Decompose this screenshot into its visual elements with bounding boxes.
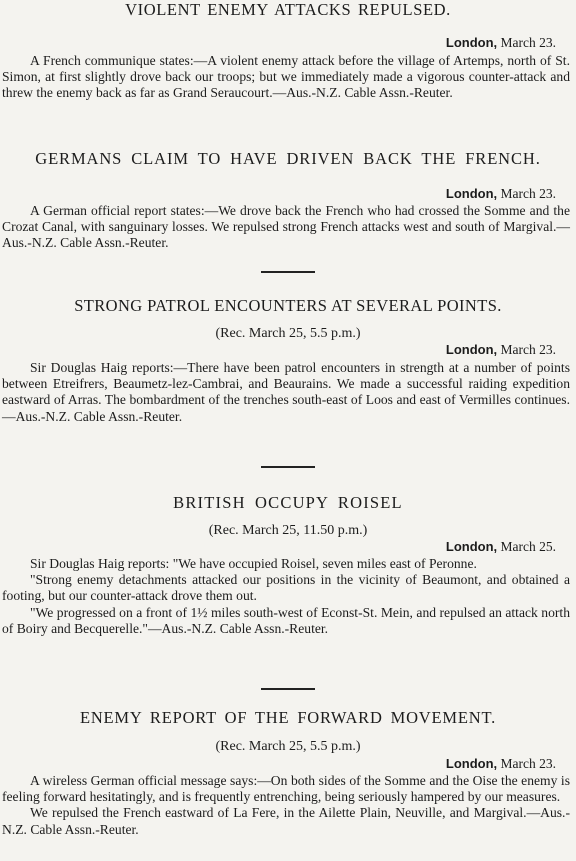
section-divider [261, 466, 315, 468]
headline: STRONG PATROL ENCOUNTERS AT SEVERAL POINTS. [74, 296, 502, 315]
paragraph: A wireless German official message says:—On both sides of the Somme and the Oise the enemy is feeling forward hesitatingly, and is frequently entrenching, being seriously hampered by our measures. [2, 773, 570, 805]
dateline [0, 342, 576, 358]
paragraph: We repulsed the French eastward of La Fere, in the Ailette Plain, Neuville, and Margival.—Aus.-N.Z. Cable Assn.-Reuter. [2, 805, 570, 837]
dateline-date: March 23. [500, 35, 556, 50]
paragraph: "Strong enemy detachments attacked our positions in the vicinity of Beaumont, and obtained a footing, but our counter-attack drove them out. [2, 572, 570, 604]
dateline-date: March 23. [500, 186, 556, 201]
paragraph: A French communique states:—A violent enemy attack before the village of Artemps, north of St. Simon, at first slightly drove back our troops; but we immediately made a vigorous counter-attack and threw the enemy back as far as Grand Seraucourt.—Aus.-N.Z. Cable Assn.-Reuter. [2, 53, 570, 101]
paragraph: "We progressed on a front of 1½ miles south-west of Econst-St. Mein, and repulsed an attack north of Boiry and Becquerelle."—Aus.-N.Z. Cable Assn.-Reuter. [2, 604, 570, 636]
dateline-date: March 23. [500, 756, 556, 771]
dateline [0, 539, 576, 555]
headline: GERMANS CLAIM TO HAVE DRIVEN BACK THE FRENCH. [35, 149, 541, 168]
article-violent-enemy-attacks [0, 0, 576, 102]
dateline [0, 756, 576, 772]
dateline-city: London, [445, 186, 498, 201]
dateline-city: London, [445, 539, 498, 554]
dateline-city: London, [445, 756, 498, 771]
dateline-city: London, [445, 342, 498, 357]
paragraph: A German official report states:—We drove back the French who had crossed the Somme and the Crozat Canal, with sanguinary losses. We repulsed strong French attacks west and south of Margival.—Aus.-N.Z. Cable Assn.-Reuter. [2, 203, 570, 251]
article-british-occupy-roisel [0, 493, 576, 637]
section-divider [261, 688, 315, 690]
paragraph: Sir Douglas Haig reports: "We have occupied Roisel, seven miles east of Peronne. [30, 556, 477, 571]
received-line: (Rec. March 25, 5.5 p.m.) [215, 326, 361, 341]
section-divider [261, 271, 315, 273]
dateline [0, 186, 576, 202]
article-strong-patrol-encounters [0, 296, 576, 425]
headline: ENEMY REPORT OF THE FORWARD MOVEMENT. [79, 708, 497, 727]
dateline [0, 35, 576, 51]
headline: VIOLENT ENEMY ATTACKS REPULSED. [125, 0, 451, 19]
dateline-date: March 25. [500, 539, 556, 554]
dateline-city: London, [445, 35, 498, 50]
article-germans-claim [0, 149, 576, 252]
headline: BRITISH OCCUPY ROISEL [173, 493, 403, 512]
article-enemy-report-forward-movement [0, 708, 576, 838]
received-line: (Rec. March 25, 5.5 p.m.) [215, 739, 361, 754]
received-line: (Rec. March 25, 11.50 p.m.) [208, 523, 368, 538]
dateline-date: March 23. [500, 342, 556, 357]
paragraph: Sir Douglas Haig reports:—There have been patrol encounters in strength at a number of points between Etreifrers, Beaumetz-lez-Cambrai, and Beaurains. We made a successful raiding expedition eastward of Arras. The bombardment of the trenches south-east of Loos and east of Vermilles continues.—Aus.-N.Z. Cable Assn.-Reuter. [2, 360, 570, 424]
